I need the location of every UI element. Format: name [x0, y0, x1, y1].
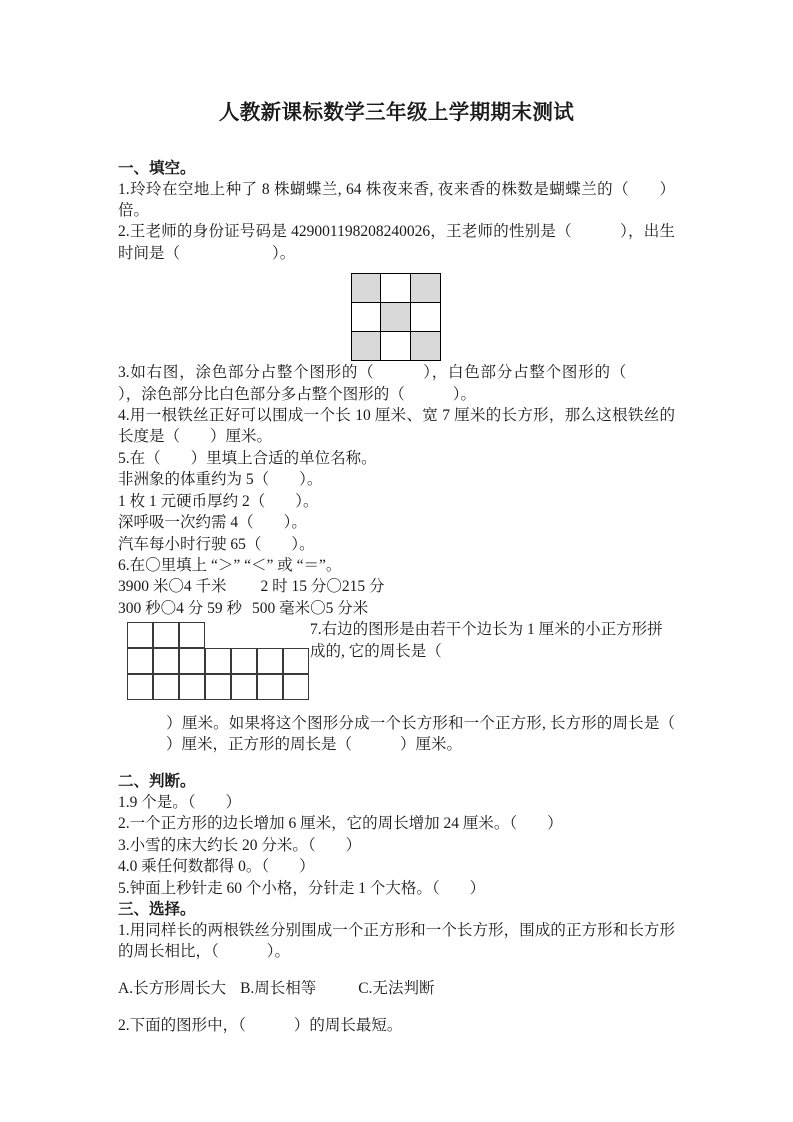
unit-cell	[257, 674, 283, 700]
question-fill-5-item-1	[118, 469, 675, 490]
judge-text: 3.小雪的床大约长 20 分米。（	[118, 836, 316, 854]
question-fill-1	[118, 179, 675, 222]
grid-cell-white	[381, 274, 410, 303]
judge-tail: ）	[345, 836, 362, 854]
question-choice-2-text-b: ）的周长最短。	[293, 1017, 403, 1035]
section-fill-in-blank	[118, 158, 675, 756]
choice-option-a[interactable]: A.长方形周长大	[118, 980, 227, 998]
question-fill-7-lead: 7.右边的图形是由若干个边长为 1 厘米的小正方形拼成的, 它的周长是（	[310, 621, 663, 660]
judge-tail: ）	[299, 858, 315, 876]
unit-item-tail: ）。	[295, 492, 319, 510]
checker-figure-container	[118, 264, 675, 362]
judge-tail: ）	[547, 815, 563, 833]
unit-item-tail: ）。	[291, 535, 315, 553]
unit-item-text: 1 枚 1 元硬币厚约 2（	[118, 492, 266, 510]
unit-cell	[231, 674, 257, 700]
question-fill-6-row-1	[118, 576, 675, 597]
judge-tail: ）	[469, 879, 486, 897]
question-choice-1	[118, 920, 675, 963]
question-choice-1-options	[118, 978, 675, 999]
question-fill-7-text-d: ）厘米。	[400, 736, 463, 754]
question-fill-2-text-a: 2.王老师的身份证号码是 429001198208240026，王老师的性别是（	[118, 223, 572, 241]
page-title: 人教新课标数学三年级上学期期末测试	[218, 101, 575, 124]
question-fill-5-text-b: ）里填上合适的单位名称。	[190, 449, 377, 467]
unit-cell	[205, 674, 231, 700]
unit-cell	[205, 648, 231, 674]
question-fill-3-text-b: ），白色部分占整个图形的（	[422, 364, 627, 382]
grid-cell-white	[381, 332, 410, 361]
unit-item-tail: ）。	[283, 514, 307, 532]
unit-cell	[283, 674, 309, 700]
question-fill-2-text-c: ）。	[272, 244, 296, 262]
question-fill-1-tail: ）倍。	[118, 180, 675, 220]
lshape-figure-container	[118, 619, 675, 697]
unit-cell	[257, 648, 283, 674]
unit-cell	[127, 648, 153, 674]
question-fill-2	[118, 221, 675, 264]
choice-option-b[interactable]: B.周长相等	[240, 980, 317, 998]
grid-cell-shaded	[411, 274, 440, 303]
compare-pair-left[interactable]: 300 秒〇4 分 59 秒	[118, 599, 243, 617]
unit-cell	[179, 674, 205, 700]
question-fill-1-text: 1.玲玲在空地上种了 8 株蝴蝶兰, 64 株夜来香, 夜来香的株数是蝴蝶兰的（	[118, 180, 630, 198]
unit-cell	[179, 648, 205, 674]
question-fill-3	[118, 362, 675, 405]
shaded-grid-figure	[351, 273, 441, 361]
question-fill-5-item-2	[118, 491, 675, 512]
unit-item-tail: ）。	[299, 471, 323, 489]
judge-text: 2.一个正方形的边长增加 6 厘米，它的周长增加 24 厘米。（	[118, 815, 518, 833]
question-fill-5-text-a: 5.在（	[118, 449, 161, 467]
question-fill-4-text-b: ）厘米。	[210, 428, 273, 446]
question-fill-7-text-c: ）厘米，正方形的周长是（	[166, 736, 353, 754]
question-fill-7-rest	[118, 713, 675, 756]
unit-cell	[179, 622, 205, 648]
question-judge-5	[118, 878, 675, 899]
unit-cell	[231, 648, 257, 674]
question-fill-3-text-a: 3.如右图，涂色部分占整个图形的（	[118, 364, 375, 382]
unit-cell	[283, 648, 309, 674]
question-fill-6-row-2	[118, 598, 675, 619]
question-fill-2-text-b: ），出生时间是（	[118, 223, 675, 262]
section-judgement	[118, 771, 675, 899]
section-heading-judge: 二、判断。	[118, 772, 196, 790]
judge-text: 5.钟面上秒针走 60 个小格，分针走 1 个大格。（	[118, 879, 440, 897]
unit-cell	[153, 648, 179, 674]
question-choice-2-text-a: 2.下面的图形中，（	[118, 1017, 246, 1035]
unit-item-text: 非洲象的体重约为 5（	[118, 471, 270, 489]
question-judge-1	[118, 792, 675, 813]
judge-text: 4.0 乘任何数都得 0。（	[118, 858, 270, 876]
unit-cell	[127, 674, 153, 700]
section-heading-fill: 一、填空。	[118, 159, 196, 177]
question-judge-2	[118, 813, 675, 834]
compare-pair-right[interactable]: 500 毫米〇5 分米	[252, 599, 369, 617]
question-fill-5-item-3	[118, 512, 675, 533]
question-choice-2	[118, 1015, 675, 1036]
grid-cell-shaded	[352, 332, 381, 361]
unit-cell	[127, 622, 153, 648]
grid-cell-white	[411, 303, 440, 332]
section-multiple-choice	[118, 899, 675, 1037]
question-choice-1-text-a: 1.用同样长的两根铁丝分别围成一个正方形和一个长方形，围成的正方形和长方形的周长相比，（	[118, 921, 675, 961]
question-fill-4-text-a: 4.用一根铁丝正好可以围成一个长 10 厘米、宽 7 厘米的长方形，那么这根铁丝的长度是（	[118, 407, 675, 446]
choice-option-c[interactable]: C.无法判断	[358, 980, 435, 998]
question-fill-3-text-d: ）。	[452, 385, 477, 403]
grid-cell-shaded	[411, 332, 440, 361]
unit-item-text: 汽车每小时行驶 65（	[118, 535, 262, 553]
section-heading-choice: 三、选择。	[118, 900, 196, 918]
question-fill-5	[118, 448, 675, 469]
question-judge-3	[118, 835, 675, 856]
grid-cell-white	[352, 303, 381, 332]
compare-pair-right[interactable]: 2 时 15 分〇215 分	[260, 578, 385, 596]
grid-cell-shaded	[352, 274, 381, 303]
question-fill-4	[118, 405, 675, 448]
question-fill-5-item-4	[118, 534, 675, 555]
unit-cell	[153, 674, 179, 700]
question-choice-1-text-b: ）。	[266, 943, 291, 961]
question-fill-6: 6.在〇里填上 “＞” “＜” 或 “＝”。	[118, 556, 342, 574]
unit-cell	[153, 622, 179, 648]
grid-cell-shaded	[381, 303, 410, 332]
lshape-unit-square-figure	[127, 622, 309, 700]
compare-pair-left[interactable]: 3900 米〇4 千米	[118, 578, 227, 596]
question-judge-4	[118, 856, 675, 877]
judge-text: 1.9 个是。（	[118, 793, 196, 811]
unit-item-text: 深呼吸一次约需 4（	[118, 514, 254, 532]
judge-tail: ）	[225, 793, 242, 811]
question-fill-3-text-c: ），涂色部分比白色部分多占整个图形的（	[118, 385, 405, 403]
question-fill-7-text-b: ）厘米。如果将这个图形分成一个长方形和一个正方形, 长方形的周长是（	[166, 714, 675, 732]
